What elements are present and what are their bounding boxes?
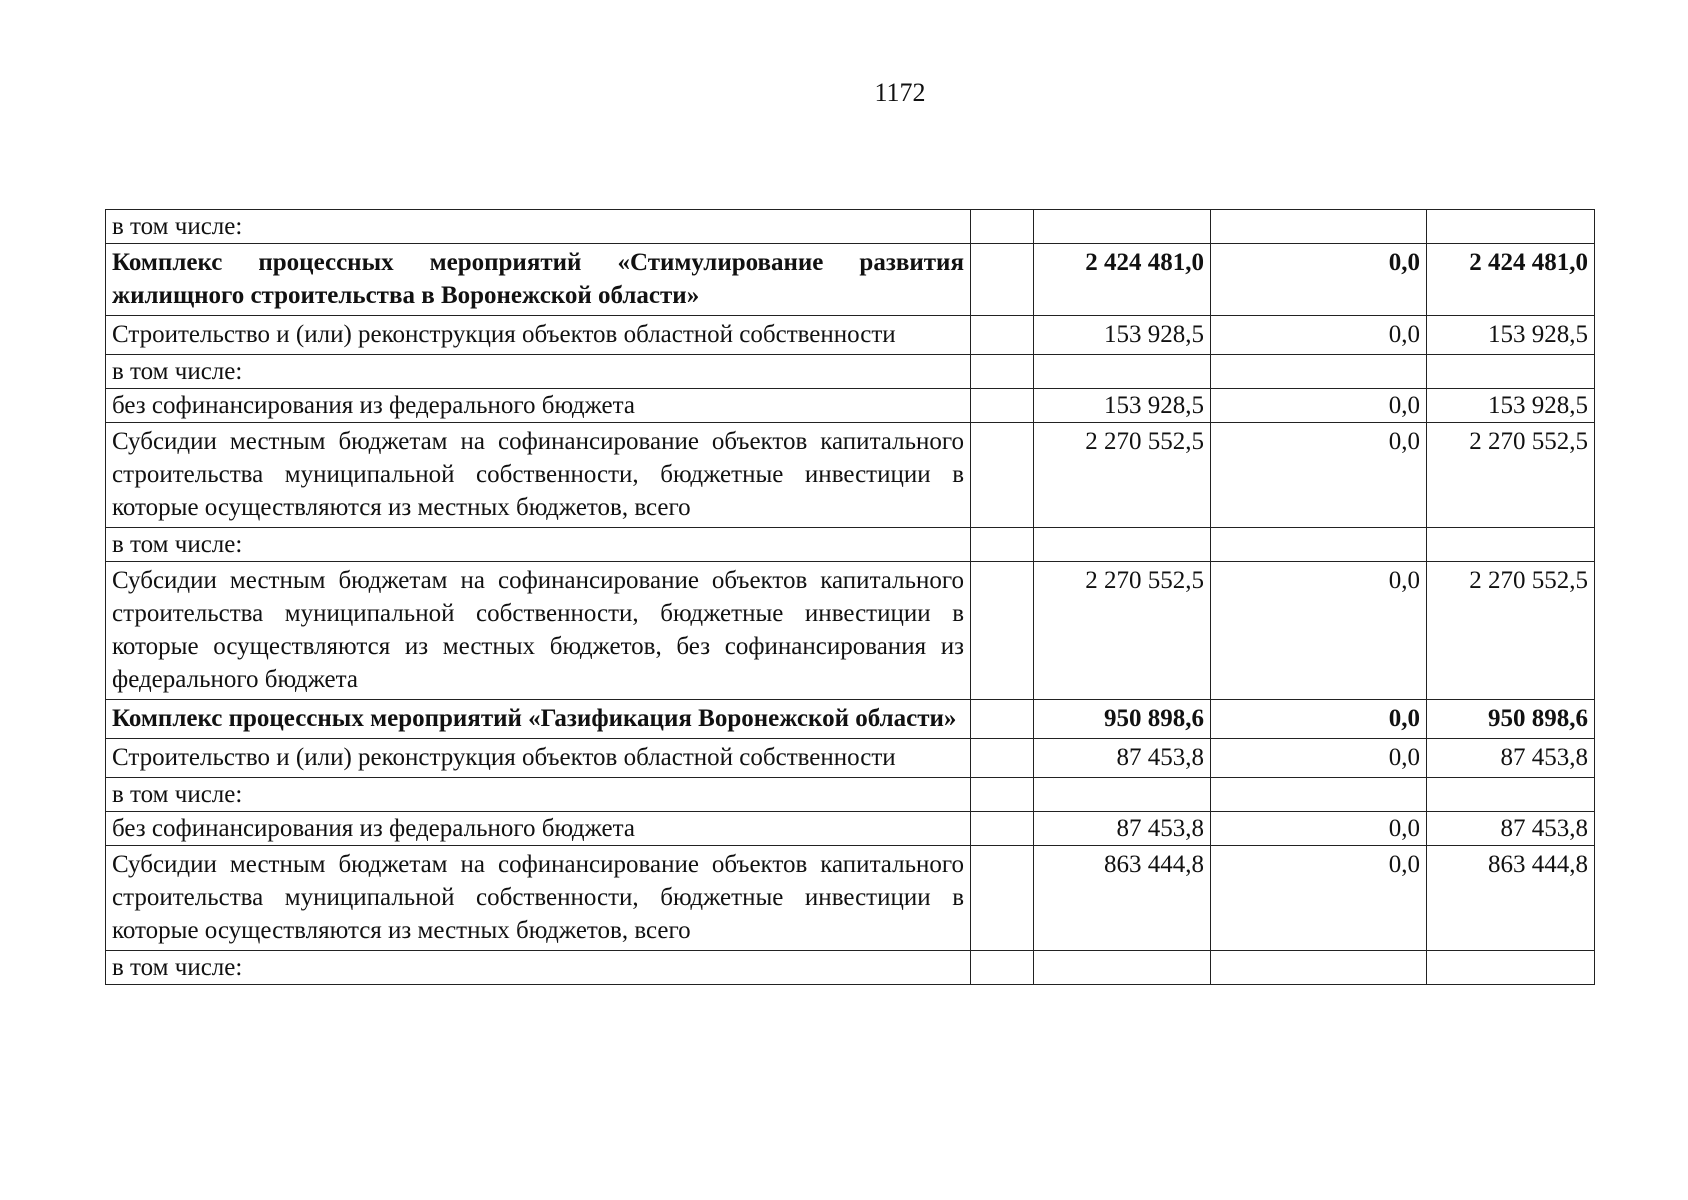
- row-value-federal: 0,0: [1211, 846, 1427, 951]
- row-value-total: 2 270 552,5: [1034, 562, 1211, 700]
- row-code: [971, 778, 1034, 812]
- row-value-total: 87 453,8: [1034, 739, 1211, 778]
- row-description: в том числе:: [106, 951, 971, 985]
- row-description: Строительство и (или) реконструкция объектов областной собственности: [106, 316, 971, 355]
- row-value-federal: 0,0: [1211, 562, 1427, 700]
- row-value-federal: 0,0: [1211, 423, 1427, 528]
- row-value-federal: [1211, 528, 1427, 562]
- row-value-regional: 87 453,8: [1427, 739, 1595, 778]
- row-description: Комплекс процессных мероприятий «Стимулирование развития жилищного строительства в Воронежской области»: [106, 244, 971, 316]
- table-row: [106, 316, 1595, 355]
- row-description: Субсидии местным бюджетам на софинансирование объектов капитального строительства муниципальной собственности, бюджетные инвестиции в которые осуществляются из местных бюджетов, без софинансирования из федерального бюджета: [106, 562, 971, 700]
- row-description: Комплекс процессных мероприятий «Газификация Воронежской области»: [106, 700, 971, 739]
- table-row: [106, 355, 1595, 389]
- row-code: [971, 528, 1034, 562]
- table-row: [106, 739, 1595, 778]
- row-code: [971, 316, 1034, 355]
- table-row: [106, 700, 1595, 739]
- row-description: Субсидии местным бюджетам на софинансирование объектов капитального строительства муниципальной собственности, бюджетные инвестиции в которые осуществляются из местных бюджетов, всего: [106, 846, 971, 951]
- table-row: [106, 846, 1595, 951]
- row-value-regional: [1427, 778, 1595, 812]
- row-value-total: 863 444,8: [1034, 846, 1211, 951]
- row-value-regional: 2 270 552,5: [1427, 423, 1595, 528]
- table-row: [106, 244, 1595, 316]
- row-value-federal: [1211, 951, 1427, 985]
- table-row: [106, 528, 1595, 562]
- row-description: Субсидии местным бюджетам на софинансирование объектов капитального строительства муниципальной собственности, бюджетные инвестиции в которые осуществляются из местных бюджетов, всего: [106, 423, 971, 528]
- row-code: [971, 846, 1034, 951]
- row-code: [971, 562, 1034, 700]
- row-value-regional: 87 453,8: [1427, 812, 1595, 846]
- row-description: в том числе:: [106, 528, 971, 562]
- row-value-total: [1034, 528, 1211, 562]
- row-value-regional: 2 424 481,0: [1427, 244, 1595, 316]
- row-description: без софинансирования из федерального бюджета: [106, 389, 971, 423]
- row-value-regional: 950 898,6: [1427, 700, 1595, 739]
- row-value-regional: 153 928,5: [1427, 389, 1595, 423]
- row-code: [971, 210, 1034, 244]
- row-value-total: 153 928,5: [1034, 316, 1211, 355]
- row-value-total: [1034, 210, 1211, 244]
- row-code: [971, 389, 1034, 423]
- row-code: [971, 244, 1034, 316]
- row-value-regional: [1427, 210, 1595, 244]
- row-value-total: 2 424 481,0: [1034, 244, 1211, 316]
- table-row: [106, 812, 1595, 846]
- row-value-total: [1034, 951, 1211, 985]
- row-value-federal: 0,0: [1211, 812, 1427, 846]
- row-value-total: [1034, 355, 1211, 389]
- row-value-total: 87 453,8: [1034, 812, 1211, 846]
- table-row: [106, 951, 1595, 985]
- row-code: [971, 423, 1034, 528]
- row-code: [971, 812, 1034, 846]
- row-description: в том числе:: [106, 210, 971, 244]
- row-value-federal: [1211, 355, 1427, 389]
- row-value-regional: 2 270 552,5: [1427, 562, 1595, 700]
- page-number: 1172: [874, 78, 926, 107]
- row-value-regional: [1427, 355, 1595, 389]
- row-value-federal: [1211, 210, 1427, 244]
- row-value-federal: 0,0: [1211, 739, 1427, 778]
- row-value-federal: [1211, 778, 1427, 812]
- row-description: в том числе:: [106, 778, 971, 812]
- row-description: в том числе:: [106, 355, 971, 389]
- row-value-federal: 0,0: [1211, 244, 1427, 316]
- row-description: Строительство и (или) реконструкция объектов областной собственности: [106, 739, 971, 778]
- row-value-total: 2 270 552,5: [1034, 423, 1211, 528]
- table-row: [106, 210, 1595, 244]
- row-value-federal: 0,0: [1211, 389, 1427, 423]
- row-value-federal: 0,0: [1211, 316, 1427, 355]
- table-row: [106, 389, 1595, 423]
- table-row: [106, 562, 1595, 700]
- table-row: [106, 423, 1595, 528]
- row-value-regional: 153 928,5: [1427, 316, 1595, 355]
- row-value-total: [1034, 778, 1211, 812]
- row-value-regional: [1427, 951, 1595, 985]
- budget-table: [105, 209, 1595, 985]
- table-row: [106, 778, 1595, 812]
- row-value-federal: 0,0: [1211, 700, 1427, 739]
- row-code: [971, 355, 1034, 389]
- row-value-regional: 863 444,8: [1427, 846, 1595, 951]
- row-value-total: 950 898,6: [1034, 700, 1211, 739]
- row-value-total: 153 928,5: [1034, 389, 1211, 423]
- row-value-regional: [1427, 528, 1595, 562]
- row-description: без софинансирования из федерального бюджета: [106, 812, 971, 846]
- table-body: [106, 210, 1595, 985]
- row-code: [971, 700, 1034, 739]
- row-code: [971, 739, 1034, 778]
- row-code: [971, 951, 1034, 985]
